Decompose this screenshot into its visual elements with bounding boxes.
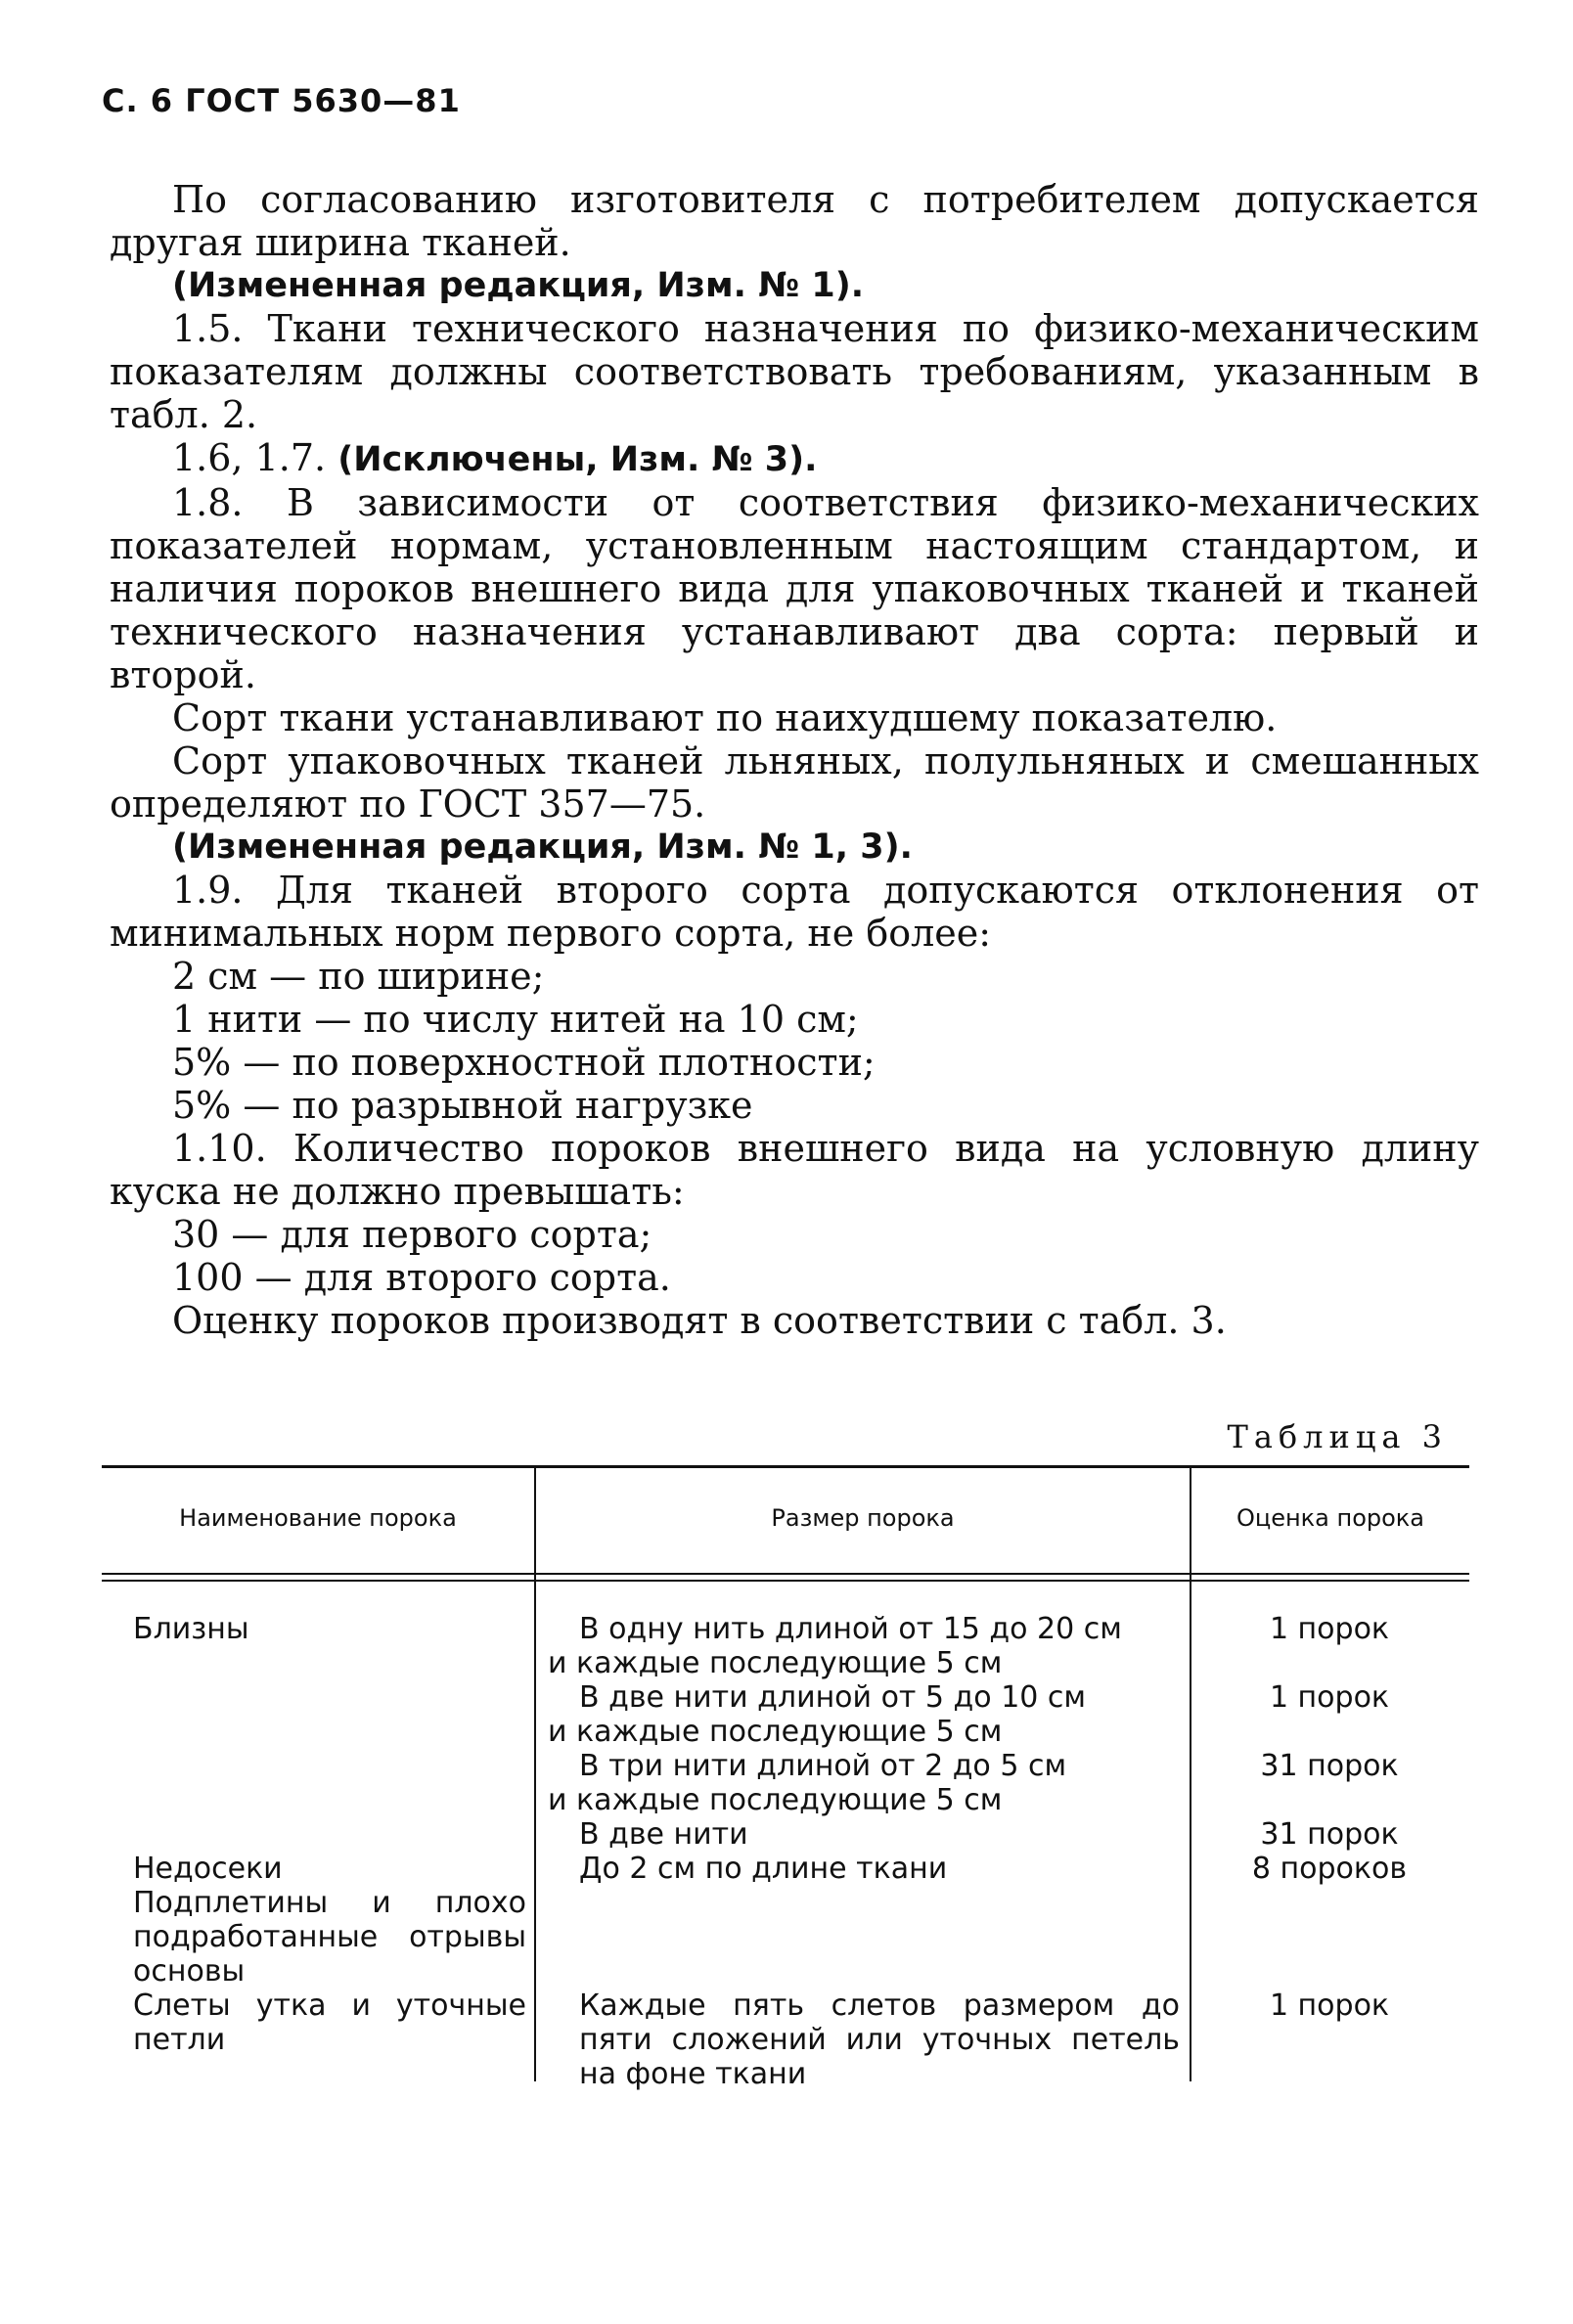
table-cell: 1 порок xyxy=(1269,1612,1390,1646)
list-item: 5% — по поверхностной плотности; xyxy=(172,1041,876,1084)
table-cell: 1 порок xyxy=(1269,1989,1390,2023)
table-cell: 31 порок xyxy=(1260,1817,1399,1852)
body-text xyxy=(110,178,1479,1342)
table-cell: До 2 см по длине ткани xyxy=(579,1852,948,1886)
page-header: С. 6 ГОСТ 5630—81 xyxy=(102,82,461,119)
paragraph: Оценку пороков производят в соответствии с табл. 3. xyxy=(172,1299,1227,1342)
table-cell: Каждые пять слетов размером до пяти сложений или уточных петель на фоне ткани xyxy=(579,1989,1180,2091)
column-header: Размер порока xyxy=(771,1504,955,1532)
table-cell: В две нити длиной от 5 до 10 см xyxy=(579,1680,1087,1715)
defects-table xyxy=(102,1465,1469,2091)
list-item: 2 см — по ширине; xyxy=(172,955,545,998)
list-item: 1 нити — по числу нитей на 10 см; xyxy=(172,998,859,1041)
table-top-rule xyxy=(102,1465,1469,1468)
table-cell: и каждые последующие 5 см xyxy=(548,1646,1003,1680)
clause-1-10: 1.10. Количество пороков внешнего вида на условную длину куска не должно превышать: xyxy=(110,1127,1479,1213)
table-cell: 8 пороков xyxy=(1251,1852,1408,1886)
table-cell: 31 порок xyxy=(1260,1749,1399,1783)
clause-1-5: 1.5. Ткани технического назначения по физико-механическим показателям должны соответствовать требованиям, указанным в табл. 2. xyxy=(110,307,1479,436)
paragraph: Сорт упаковочных тканей льняных, полульняных и смешанных определяют по ГОСТ 357—75. xyxy=(110,739,1479,826)
table-header-rule xyxy=(102,1573,1469,1575)
clause-1-8: 1.8. В зависимости от соответствия физико-механических показателей нормам, установленным настоящим стандартом, и наличия пороков внешнего вида для упаковочных тканей и тканей технического назначения устанавливают два сорта: первый и второй. xyxy=(110,481,1479,696)
list-item: 5% — по разрывной нагрузке xyxy=(172,1084,753,1127)
table-cell: В две нити xyxy=(579,1817,748,1852)
table-cell: В три нити длиной от 2 до 5 см xyxy=(579,1749,1067,1783)
table-header-rule xyxy=(102,1580,1469,1582)
table-cell: и каждые последующие 5 см xyxy=(548,1715,1003,1749)
table-cell: Подплетины и плохо подработанные отрывы основы xyxy=(133,1886,526,1989)
table-caption: Таблица 3 xyxy=(1227,1418,1448,1455)
column-header: Наименование порока xyxy=(179,1504,457,1532)
amendment-note: (Измененная редакция, Изм. № 1, 3). xyxy=(172,827,913,867)
excluded-note: (Исключены, Изм. № 3). xyxy=(337,440,818,479)
table-cell: Недосеки xyxy=(133,1852,283,1886)
table-cell: 1 порок xyxy=(1269,1680,1390,1715)
amendment-note: (Измененная редакция, Изм. № 1). xyxy=(172,266,865,305)
table-cell: Близны xyxy=(133,1612,249,1646)
clause-1-6-1-7: 1.6, 1.7. (Исключены, Изм. № 3). xyxy=(172,436,818,479)
list-item: 100 — для второго сорта. xyxy=(172,1256,671,1299)
column-header: Оценка порока xyxy=(1236,1504,1424,1532)
column-divider xyxy=(534,1468,536,2081)
paragraph: По согласованию изготовителя с потребителем допускается другая ширина тканей. xyxy=(110,178,1479,264)
list-item: 30 — для первого сорта; xyxy=(172,1213,652,1256)
table-cell: Слеты утка и уточные петли xyxy=(133,1989,526,2057)
table-cell: и каждые последующие 5 см xyxy=(548,1783,1003,1817)
table-cell: В одну нить длиной от 15 до 20 см xyxy=(579,1612,1122,1646)
clause-1-9: 1.9. Для тканей второго сорта допускаются отклонения от минимальных норм первого сорта, не более: xyxy=(110,869,1479,955)
paragraph: Сорт ткани устанавливают по наихудшему показателю. xyxy=(172,696,1278,739)
